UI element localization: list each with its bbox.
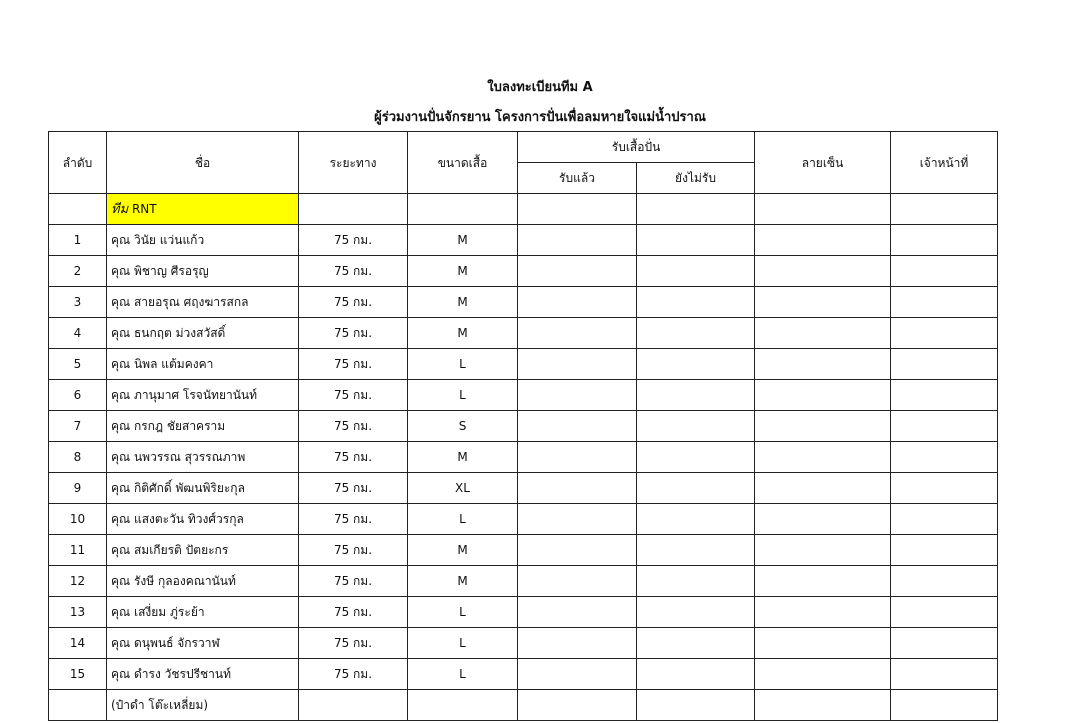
- row-signature: [755, 411, 891, 442]
- table-row: [49, 225, 998, 256]
- header-no: ลำดับ: [49, 132, 107, 194]
- footer-empty: [408, 690, 518, 721]
- header-staff: เจ้าหน้าที่: [891, 132, 998, 194]
- row-distance: 75 กม.: [299, 256, 408, 287]
- row-not-received: [637, 287, 755, 318]
- row-size: L: [408, 349, 518, 380]
- row-no: 6: [49, 380, 107, 411]
- row-no: 5: [49, 349, 107, 380]
- row-no: 8: [49, 442, 107, 473]
- row-staff: [891, 287, 998, 318]
- footer-empty: [637, 690, 755, 721]
- footer-row: [49, 690, 998, 721]
- row-staff: [891, 225, 998, 256]
- header-size: ขนาดเสื้อ: [408, 132, 518, 194]
- row-distance: 75 กม.: [299, 287, 408, 318]
- row-size: L: [408, 504, 518, 535]
- row-signature: [755, 225, 891, 256]
- table-row: [49, 566, 998, 597]
- row-staff: [891, 535, 998, 566]
- row-received: [518, 566, 637, 597]
- table-row: [49, 349, 998, 380]
- row-signature: [755, 256, 891, 287]
- row-received: [518, 287, 637, 318]
- row-name: คุณ กิติศักดิ์ พัฒนพิริยะกุล: [107, 473, 299, 504]
- row-signature: [755, 504, 891, 535]
- header-signature: ลายเซ็น: [755, 132, 891, 194]
- row-staff: [891, 597, 998, 628]
- header-distance: ระยะทาง: [299, 132, 408, 194]
- row-signature: [755, 380, 891, 411]
- row-not-received: [637, 411, 755, 442]
- row-not-received: [637, 504, 755, 535]
- row-name: คุณ นพวรรณ สุวรรณภาพ: [107, 442, 299, 473]
- row-received: [518, 628, 637, 659]
- row-name: คุณ วินัย แว่นแก้ว: [107, 225, 299, 256]
- row-distance: 75 กม.: [299, 504, 408, 535]
- row-received: [518, 659, 637, 690]
- row-not-received: [637, 597, 755, 628]
- row-no: 7: [49, 411, 107, 442]
- footer-empty: [891, 690, 998, 721]
- row-received: [518, 411, 637, 442]
- row-no: 15: [49, 659, 107, 690]
- row-received: [518, 349, 637, 380]
- page-title: ใบลงทะเบียนทีม A: [487, 80, 593, 95]
- header-not-received: ยังไม่รับ: [637, 163, 755, 194]
- footer-empty: [518, 690, 637, 721]
- footer-empty: [755, 690, 891, 721]
- row-no: 12: [49, 566, 107, 597]
- row-distance: 75 กม.: [299, 566, 408, 597]
- table-row: [49, 504, 998, 535]
- row-signature: [755, 473, 891, 504]
- row-distance: 75 กม.: [299, 318, 408, 349]
- row-staff: [891, 566, 998, 597]
- header-row: [49, 132, 998, 163]
- row-size: S: [408, 411, 518, 442]
- row-distance: 75 กม.: [299, 628, 408, 659]
- row-not-received: [637, 566, 755, 597]
- row-name: คุณ นิพล แต้มคงคา: [107, 349, 299, 380]
- row-name: คุณ แสงตะวัน ทิวงศ์วรกุล: [107, 504, 299, 535]
- row-received: [518, 535, 637, 566]
- table-row: [49, 411, 998, 442]
- row-staff: [891, 659, 998, 690]
- row-not-received: [637, 628, 755, 659]
- row-signature: [755, 318, 891, 349]
- table-row: [49, 287, 998, 318]
- table-row: [49, 442, 998, 473]
- row-name: คุณ สมเกียรติ ปัตยะกร: [107, 535, 299, 566]
- row-staff: [891, 318, 998, 349]
- row-staff: [891, 411, 998, 442]
- row-no: 4: [49, 318, 107, 349]
- row-received: [518, 442, 637, 473]
- row-signature: [755, 566, 891, 597]
- row-no: 13: [49, 597, 107, 628]
- row-staff: [891, 380, 998, 411]
- row-not-received: [637, 659, 755, 690]
- footer-empty: [299, 690, 408, 721]
- row-staff: [891, 349, 998, 380]
- header-received: รับแล้ว: [518, 163, 637, 194]
- row-distance: 75 กม.: [299, 380, 408, 411]
- row-size: XL: [408, 473, 518, 504]
- row-size: M: [408, 442, 518, 473]
- table-row: [49, 380, 998, 411]
- row-name: คุณ ดนุพนธ์ จักรวาฬ: [107, 628, 299, 659]
- row-signature: [755, 287, 891, 318]
- row-size: L: [408, 380, 518, 411]
- row-size: M: [408, 256, 518, 287]
- row-not-received: [637, 349, 755, 380]
- row-staff: [891, 504, 998, 535]
- row-received: [518, 256, 637, 287]
- row-staff: [891, 473, 998, 504]
- page-subtitle: ผู้ร่วมงานปั่นจักรยาน โครงการปั่นเพื่อลมหายใจแม่น้ำปราณ: [374, 110, 706, 125]
- header-shirt: รับเสื้อปั่น: [518, 132, 755, 163]
- row-staff: [891, 442, 998, 473]
- header-name: ชื่อ: [107, 132, 299, 194]
- row-staff: [891, 256, 998, 287]
- row-not-received: [637, 256, 755, 287]
- row-size: M: [408, 225, 518, 256]
- row-size: L: [408, 659, 518, 690]
- row-no: 2: [49, 256, 107, 287]
- row-size: M: [408, 287, 518, 318]
- row-distance: 75 กม.: [299, 411, 408, 442]
- row-distance: 75 กม.: [299, 225, 408, 256]
- row-signature: [755, 349, 891, 380]
- row-received: [518, 225, 637, 256]
- table-row: [49, 535, 998, 566]
- team-label: [107, 194, 299, 225]
- row-no: 3: [49, 287, 107, 318]
- row-name: คุณ สายอรุณ ศฤงฆารสกล: [107, 287, 299, 318]
- row-not-received: [637, 473, 755, 504]
- table-row: [49, 473, 998, 504]
- row-signature: [755, 442, 891, 473]
- row-distance: 75 กม.: [299, 535, 408, 566]
- row-no: 1: [49, 225, 107, 256]
- team-prefix: ทีม: [111, 201, 129, 217]
- table-row: [49, 256, 998, 287]
- row-name: คุณ ภานุมาศ โรจนัทยานันท์: [107, 380, 299, 411]
- row-distance: 75 กม.: [299, 349, 408, 380]
- row-size: L: [408, 597, 518, 628]
- row-received: [518, 597, 637, 628]
- row-name: คุณ เสงี่ยม ภู่ระย้า: [107, 597, 299, 628]
- row-not-received: [637, 535, 755, 566]
- team-row: [49, 194, 998, 225]
- row-signature: [755, 659, 891, 690]
- team-name: RNT: [131, 201, 157, 216]
- row-distance: 75 กม.: [299, 659, 408, 690]
- row-no: 14: [49, 628, 107, 659]
- row-received: [518, 473, 637, 504]
- row-signature: [755, 535, 891, 566]
- row-signature: [755, 597, 891, 628]
- row-signature: [755, 628, 891, 659]
- table-row: [49, 318, 998, 349]
- row-no: 9: [49, 473, 107, 504]
- row-name: คุณ ดำรง วัชรปรีชานท์: [107, 659, 299, 690]
- registration-table: [48, 131, 998, 721]
- row-name: คุณ รังษี กุลองคณานันท์: [107, 566, 299, 597]
- row-no: 11: [49, 535, 107, 566]
- row-size: L: [408, 628, 518, 659]
- row-name: คุณ กรกฎ ชัยสาคราม: [107, 411, 299, 442]
- row-not-received: [637, 225, 755, 256]
- row-no: 10: [49, 504, 107, 535]
- table-row: [49, 628, 998, 659]
- row-size: M: [408, 535, 518, 566]
- table-row: [49, 659, 998, 690]
- row-size: M: [408, 566, 518, 597]
- row-not-received: [637, 442, 755, 473]
- row-distance: 75 กม.: [299, 473, 408, 504]
- row-name: คุณ ธนกฤต ม่วงสวัสดิ์: [107, 318, 299, 349]
- row-size: M: [408, 318, 518, 349]
- row-received: [518, 504, 637, 535]
- row-received: [518, 318, 637, 349]
- footer-no: [49, 690, 107, 721]
- table-row: [49, 597, 998, 628]
- row-not-received: [637, 380, 755, 411]
- row-staff: [891, 628, 998, 659]
- row-not-received: [637, 318, 755, 349]
- footer-note: (ป๋าดำ โต๊ะเหลี่ยม): [107, 690, 299, 721]
- row-distance: 75 กม.: [299, 597, 408, 628]
- row-received: [518, 380, 637, 411]
- row-distance: 75 กม.: [299, 442, 408, 473]
- row-name: คุณ พิชาญ ศีรอรุญ: [107, 256, 299, 287]
